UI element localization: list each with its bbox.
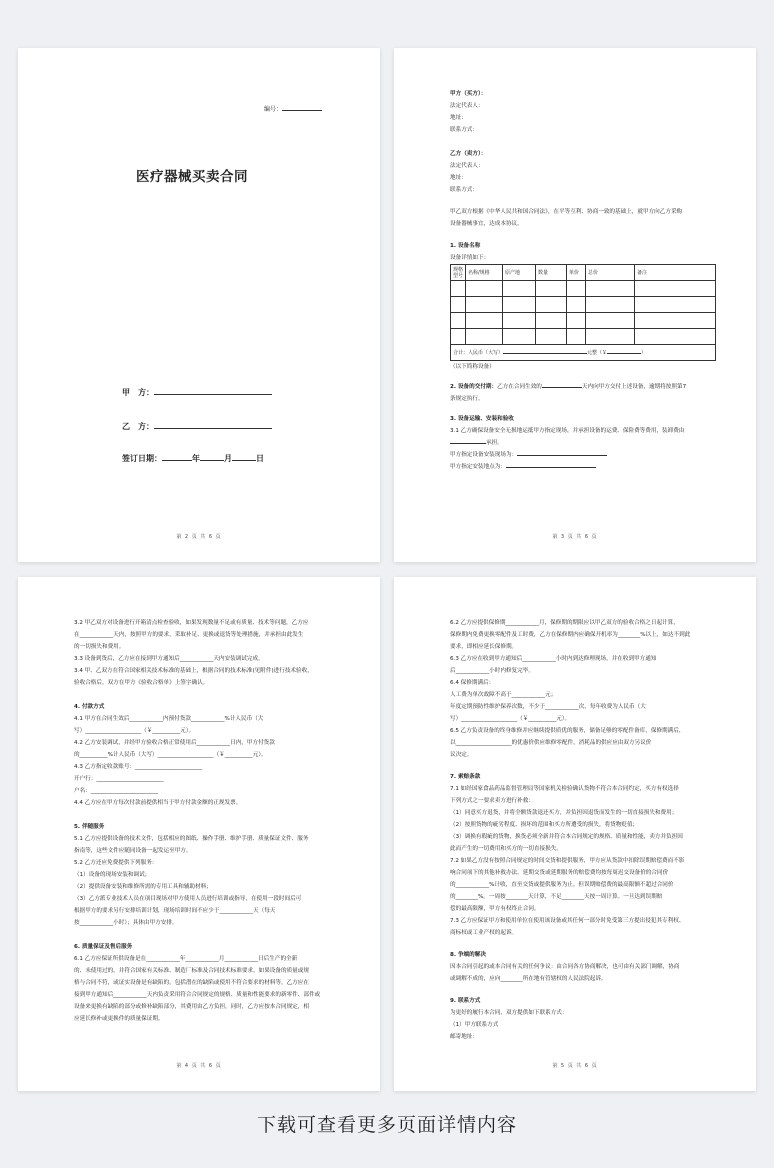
table-row xyxy=(451,313,716,329)
text-line: 6.5 乙方负责设备的终身维修并应继续提供质优的服务，储备足够的零配件备库，保修期满后， xyxy=(450,728,685,734)
section-6-title: 6. 质量保证及售后服务 xyxy=(74,944,133,950)
section-2-text-3: 条规定执行。 xyxy=(450,396,484,402)
text-line: 人工费为单次故障不高于____________元； xyxy=(450,692,557,698)
party-b-blank xyxy=(154,420,272,429)
section-1-title: 1. 设备名称 xyxy=(450,243,481,249)
section-3-bear: 承担。 xyxy=(486,440,503,446)
section-8-title: 8. 争端的解决 xyxy=(450,952,486,958)
contract-number xyxy=(264,104,322,113)
table-row xyxy=(451,281,716,297)
download-caption: 下载可查看更多页面详情内容 xyxy=(256,1114,517,1136)
text-line: 写）____________________（￥__________元）。 xyxy=(450,716,571,722)
text-line: 6.1 乙方应保证所供设备是在____________年____________月____________日后生产的全新 xyxy=(74,956,298,962)
text-line: （1）同意买方退货，并将全额货款退还买方，并负担因退货而发生的一切直接损失和费用； xyxy=(450,810,678,816)
total-yuan-label: 元整（￥ xyxy=(587,349,608,356)
section-2-title: 2. 设备的交付期： xyxy=(450,384,498,390)
text-line: 的一切损失和费用。 xyxy=(74,644,125,650)
section-1-subtitle: 设备详情如下： xyxy=(450,255,490,261)
section-4-title: 4. 付款方式 xyxy=(74,704,105,710)
page-parties-equipment xyxy=(394,48,756,562)
text-line: （1）甲方联系方式 xyxy=(450,1022,499,1028)
party-b-legal-rep: 法定代表人： xyxy=(450,163,484,169)
page4-body xyxy=(450,617,718,1043)
table-row xyxy=(451,297,716,313)
page-payment-service xyxy=(18,577,380,1091)
install-site-label: 甲方指定设备安装现场为： xyxy=(450,452,518,458)
text-line: 格与合同不符，或证实设备是有缺陷的，包括潜在的缺陷或使用不符合要求的材料等，乙方应在 xyxy=(74,980,309,986)
table-header-cell: 原产地 xyxy=(503,265,536,281)
party-a-contact: 联系方式： xyxy=(450,127,478,133)
text-line: 按____________小时）；具体由甲方安排。 xyxy=(74,920,178,926)
party-a-label: 甲 方： xyxy=(122,388,154,397)
text-line: （2）提供设备安装和维修所需的专用工具和辅助材料； xyxy=(74,884,212,890)
party-b-contact: 联系方式： xyxy=(450,187,478,193)
total-close: ） xyxy=(641,349,647,356)
text-line: （1）设备的现场安装和调试； xyxy=(74,872,151,878)
text-line: 4.2 乙方安装调试，并经甲方验收合格正常使用后____________日内，甲方付货款 xyxy=(74,740,275,746)
text-line: （2）按照货物的疵劣程度、损坏的范围和买方所遭受的损失，将货物贬值； xyxy=(450,822,639,828)
total-amount-blank xyxy=(607,347,641,354)
text-line: 的__________%计人民币（大写）____________________（￥__________元）。 xyxy=(74,752,267,758)
text-line: 设备来更换有缺陷的部分或修补缺陷部分，其费用由乙方负担，同时，乙方应按本合同规定，相 xyxy=(74,1004,309,1010)
page3-body xyxy=(74,617,342,1025)
table-row xyxy=(451,329,716,345)
contract-number-label: 编号： xyxy=(263,106,282,113)
party-a-row xyxy=(122,386,272,398)
year-blank xyxy=(162,452,192,461)
page-footer: 第 5 页 共 6 页 xyxy=(552,1063,598,1069)
text-line: 7.2 如果乙方没有按照合同规定的时间交货和提供服务，甲方应从货款中扣除误期赔偿费而不影 xyxy=(450,858,685,864)
table-note: （以下简称设备） xyxy=(450,364,495,370)
equipment-table xyxy=(450,264,716,361)
text-line: 的、未使用过的，并符合国家有关标准、制造厂标准及合同技术标准要求。如果设备的质量或规 xyxy=(74,968,309,974)
text-line: 或调解不成的，应向________所在地有管辖权的人民法院起诉。 xyxy=(450,976,607,982)
table-header-cell: 数量 xyxy=(536,265,567,281)
install-location-blank xyxy=(506,461,596,468)
text-line: 7.3 乙方应保证甲方和使用单位在使用该设备或其任何一部分时免受第三方提出侵犯其专利权、 xyxy=(450,918,685,924)
document-title: 医疗器械买卖合同 xyxy=(136,169,248,185)
party-b-label: 乙 方： xyxy=(122,422,154,431)
party-a-heading: 甲方（买方）： xyxy=(450,91,487,97)
section-3-title: 3. 设备运输、安装和验收 xyxy=(450,416,514,422)
section-3-blank xyxy=(450,437,486,444)
install-location-label: 甲方指定安装地点为： xyxy=(450,464,506,470)
text-line: 的____________%计收，直至交货或提供服务为止。但误期赔偿费的最高限额不超过合同价 xyxy=(450,882,674,888)
page2-body xyxy=(450,88,716,473)
page-warranty-claims xyxy=(394,577,756,1091)
text-line: 议决定。 xyxy=(450,752,473,758)
table-header-cell: 单价 xyxy=(567,265,586,281)
party-a-address: 地址： xyxy=(450,115,467,121)
text-line: 指南等，这些文件应随同设备一起发运至甲方。 xyxy=(74,848,192,854)
year-label: 年 xyxy=(192,454,200,463)
section-5-title: 5. 伴随服务 xyxy=(74,824,105,830)
intro-line-2: 设备器械事宜，达成本协议。 xyxy=(450,221,523,227)
total-label: 合计：人民币（大写） xyxy=(453,349,504,356)
text-line: 5.1 乙方应提供设备的技术文件，包括相应的图纸、操作手册、维护手册、质量保证文件、服务 xyxy=(74,836,309,842)
text-line: 5.2 乙方还应免费提供下列服务： xyxy=(74,860,158,866)
text-line: 此而产生的一切费用和买方的一切直接损失。 xyxy=(450,846,562,852)
page-footer: 第 3 页 共 6 页 xyxy=(552,534,598,540)
section-2-text: 乙方在合同生效的 xyxy=(497,384,542,390)
text-line: 因本合同引起的或本合同有关的任何争议：由合同各方协商解决，也可由有关部门调解，协商 xyxy=(450,964,680,970)
text-line: 4.1 甲方在合同生效后____________内预付货款____________%计人民币（大 xyxy=(74,716,264,722)
section-7-title: 7. 索赔条款 xyxy=(450,774,481,780)
party-b-heading: 乙方（卖方）： xyxy=(450,151,487,157)
text-line: （3）调换有瑕疵的货物，换货必须全新并符合本合同规定的规格、质量和性能，卖方并负担因 xyxy=(450,834,683,840)
text-line: 响合同项下的其他补救办法。延期交货或延期服务的赔偿费均按每周迟交设备价的合同价 xyxy=(450,870,669,876)
table-header-cell: 规格 型号 xyxy=(451,265,466,281)
text-line: 在____________天内，按照甲方的要求，采取补足、更换或退货等处理措施，并承担由此发生 xyxy=(74,632,304,638)
text-line: 下列方式之一要求卖方进行补救： xyxy=(450,798,534,804)
day-label: 日 xyxy=(256,454,264,463)
text-line: 6.2 乙方应提供保修期____________月，保修期的期限应以甲乙双方的验收合格之日起计算， xyxy=(450,620,679,626)
text-line: 根据甲方的要求另行安排培训计划，现场培训时间不应少于____________天（每天 xyxy=(74,908,276,914)
text-line: 为更好的履行本合同，双方提供如下联系方式： xyxy=(450,1010,568,1016)
text-line: 开户行：________________________ xyxy=(74,776,164,782)
text-line: 4.3 乙方指定收款账号：________________________ xyxy=(74,764,203,770)
text-line: 7.1 如经国家食品药品监督管理局等国家机关检验确认货物不符合本合同约定，买方有权选择 xyxy=(450,786,679,792)
text-line: 后____________小时内修复完毕。 xyxy=(450,668,534,674)
table-header-row xyxy=(451,265,716,281)
sign-date-row xyxy=(122,452,264,464)
install-site-blank xyxy=(517,449,607,456)
total-blank xyxy=(503,347,587,354)
text-line: 户名：________________________ xyxy=(74,788,158,794)
intro-line-1: 甲乙双方根据《中华人民共和国合同法》，在平等互利、协商一致的基础上，就甲方向乙方采购 xyxy=(450,209,683,215)
section-2-text-2: 天内向甲方交付上述设备，逾期将按照第7 xyxy=(581,384,687,390)
text-line: 年度定期预防性维护保养次数，不少于____________次，每年收费为人民币（大 xyxy=(450,704,646,710)
text-line: 偿的最高限额，甲方有权终止合同。 xyxy=(450,906,540,912)
section-3-1: 3.1 乙方确保设备安全无损地运抵甲方指定现场，并承担设备的运费、保险费等费用，装卸费由 xyxy=(450,428,685,434)
text-line: 验收合格后，双方在甲方《验收合格单》上签字确认。 xyxy=(74,680,209,686)
table-header-cell: 总价 xyxy=(586,265,635,281)
section-2-blank xyxy=(542,381,582,388)
text-line: 3.2 甲乙双方对设备进行开箱清点检查验收，如果发现数量不足或有质量、技术等问题，乙方应 xyxy=(74,620,309,626)
table-header-cell: 备注 xyxy=(635,265,716,281)
text-line: 3.4 甲、乙双方在符合国家相关技术标准的基础上，根据合同的技术标准(见附件)进行技术验收， xyxy=(74,668,313,674)
text-line: 写）____________________（￥__________元）。 xyxy=(74,728,195,734)
text-line: 邮寄地址： xyxy=(450,1034,478,1040)
party-a-legal-rep: 法定代表人： xyxy=(450,103,484,109)
month-blank xyxy=(200,452,224,461)
text-line: 商标权或工业产权的起诉。 xyxy=(450,930,518,936)
month-label: 月 xyxy=(224,454,232,463)
party-a-blank xyxy=(154,386,272,395)
text-line: 以____________________的优惠价供应维修零配件，消耗品的供应应由双方另议价 xyxy=(450,740,652,746)
text-line: 要求，即相应延长保修期。 xyxy=(450,644,518,650)
page-footer: 第 4 页 共 6 页 xyxy=(176,1063,222,1069)
party-b-address: 地址： xyxy=(450,175,467,181)
text-line: （3）乙方派专业技术人员在项目现场对甲方使用人员进行培训或指导，在使用一段时间后可 xyxy=(74,896,302,902)
text-line: 的________%。一周按________天计算，不足________天按一周计算。一旦达到误期赔 xyxy=(450,894,663,900)
contract-number-blank xyxy=(282,104,322,111)
party-b-row xyxy=(122,420,272,432)
day-blank xyxy=(232,452,256,461)
text-line: 6.4 保修期满后： xyxy=(450,680,495,686)
sign-date-label: 签订日期： xyxy=(122,454,162,463)
text-line: 应延长修补或更换件的质量保证期。 xyxy=(74,1016,164,1022)
page-cover xyxy=(18,48,380,562)
text-line: 6.3 乙方应在收到甲方通知后____________小时内到达修理现场，并在收到甲方通知 xyxy=(450,656,657,662)
text-line: 3.3 设备到货后，乙方应在接到甲方通知后____________天内安装调试完成。 xyxy=(74,656,264,662)
table-total-row xyxy=(451,345,716,361)
page-footer: 第 2 页 共 6 页 xyxy=(176,534,222,540)
text-line: 接到甲方通知后____________天内负责采用符合合同规定的规格、质量和性能要求的新零件、部件或 xyxy=(74,992,321,998)
table-header-cell: 名称/规格 xyxy=(466,265,503,281)
text-line: 4.4 乙方应在甲方每次付款前提供相当于甲方付款金额的正规发票。 xyxy=(74,800,242,806)
text-line: 保修期内免费更换零配件及工时费，乙方在保修期内应确保开机率为________%以上，如达不到此 xyxy=(450,632,691,638)
section-9-title: 9. 联系方式 xyxy=(450,998,481,1004)
